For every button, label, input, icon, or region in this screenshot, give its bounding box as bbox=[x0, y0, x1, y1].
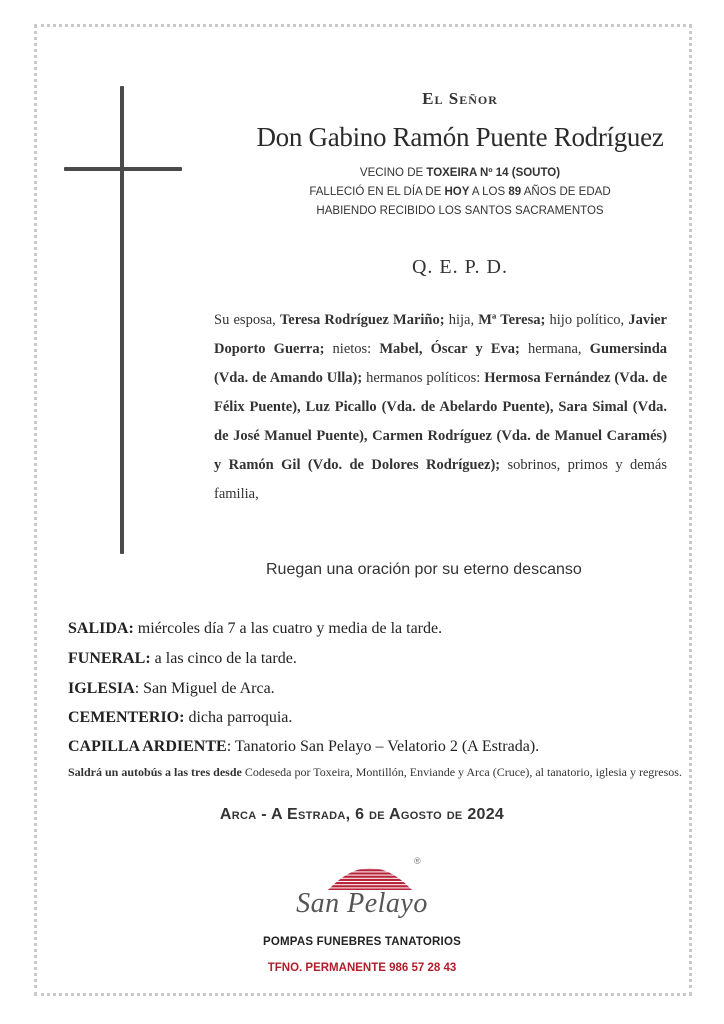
sacraments-line: HABIENDO RECIBIDO LOS SANTOS SACRAMENTOS bbox=[316, 205, 604, 217]
family-segment: Su esposa, bbox=[214, 312, 280, 328]
place-date: Arca - A Estrada, 6 de Agosto de 2024 bbox=[219, 806, 505, 823]
family-segment: nietos: bbox=[324, 341, 380, 357]
family-segment: sobrinos, primos y demás familia, bbox=[214, 457, 667, 502]
logo-stripe bbox=[320, 872, 420, 874]
family-paragraph bbox=[214, 306, 667, 509]
family-segment: Hermosa Fernández (Vda. de Félix Puente), Luz Picallo (Vda. de Abelardo Puente), Sara Simal (Vda. de José Manuel Puente), Carmen Rodríguez (Vda. de Manuel Caramés) y Ramón Gil (Vdo. de Dolores Rodríguez); bbox=[214, 370, 668, 473]
family-segment: hermana, bbox=[519, 341, 590, 357]
bus-notice: Saldrá un autobús a las tres desde Codeseda por Toxeira, Montillón, Enviande y Arca (Cruce), al tanatorio, iglesia y regresos. bbox=[68, 765, 682, 779]
phone-line: TFNO. PERMANENTE 986 57 28 43 bbox=[267, 962, 457, 974]
cross-icon-vertical bbox=[120, 86, 124, 554]
deceased-name: Don Gabino Ramón Puente Rodríguez bbox=[256, 122, 664, 152]
company-tagline: POMPAS FUNEBRES TANATORIOS bbox=[263, 936, 461, 948]
logo-stripe bbox=[320, 879, 420, 881]
salida-line: SALIDA: miércoles día 7 a las cuatro y media de la tarde. bbox=[68, 620, 443, 637]
logo-stripe bbox=[320, 866, 420, 868]
cementerio-line: CEMENTERIO: dicha parroquia. bbox=[68, 709, 293, 726]
family-segment: hermanos políticos: bbox=[362, 370, 485, 386]
logo-stripe bbox=[320, 876, 420, 878]
family-segment: Gumersinda (Vda. de Amando Ulla); bbox=[214, 341, 668, 386]
family-segment: hija, bbox=[444, 312, 479, 328]
family-segment: Mabel, Óscar y Eva; bbox=[379, 341, 520, 357]
death-line: FALLECIÓ EN EL DÍA DE HOY A LOS 89 AÑOS DE EDAD bbox=[309, 186, 611, 198]
family-segment: Mª Teresa; bbox=[478, 312, 546, 328]
iglesia-line: IGLESIA: San Miguel de Arca. bbox=[68, 680, 275, 697]
prayer-line: Ruegan una oración por su eterno descanso bbox=[266, 561, 582, 578]
funeral-line: FUNERAL: a las cinco de la tarde. bbox=[68, 650, 297, 667]
logo-wordmark: San Pelayo bbox=[296, 888, 428, 919]
cross-icon-horizontal bbox=[64, 167, 182, 171]
logo-stripe bbox=[320, 869, 420, 871]
logo-stripe bbox=[320, 882, 420, 884]
qepd: Q. E. P. D. bbox=[411, 256, 508, 278]
family-segment: hijo político, bbox=[545, 312, 629, 328]
title-line: El Señor bbox=[422, 89, 498, 108]
capilla-line: CAPILLA ARDIENTE: Tanatorio San Pelayo – Velatorio 2 (A Estrada). bbox=[68, 738, 540, 755]
residence-line: VECINO DE TOXEIRA Nº 14 (SOUTO) bbox=[359, 167, 561, 179]
registered-mark: ® bbox=[414, 856, 421, 866]
family-segment: Teresa Rodríguez Mariño; bbox=[279, 312, 445, 328]
family-segment: Javier Doporto Guerra; bbox=[214, 312, 667, 357]
